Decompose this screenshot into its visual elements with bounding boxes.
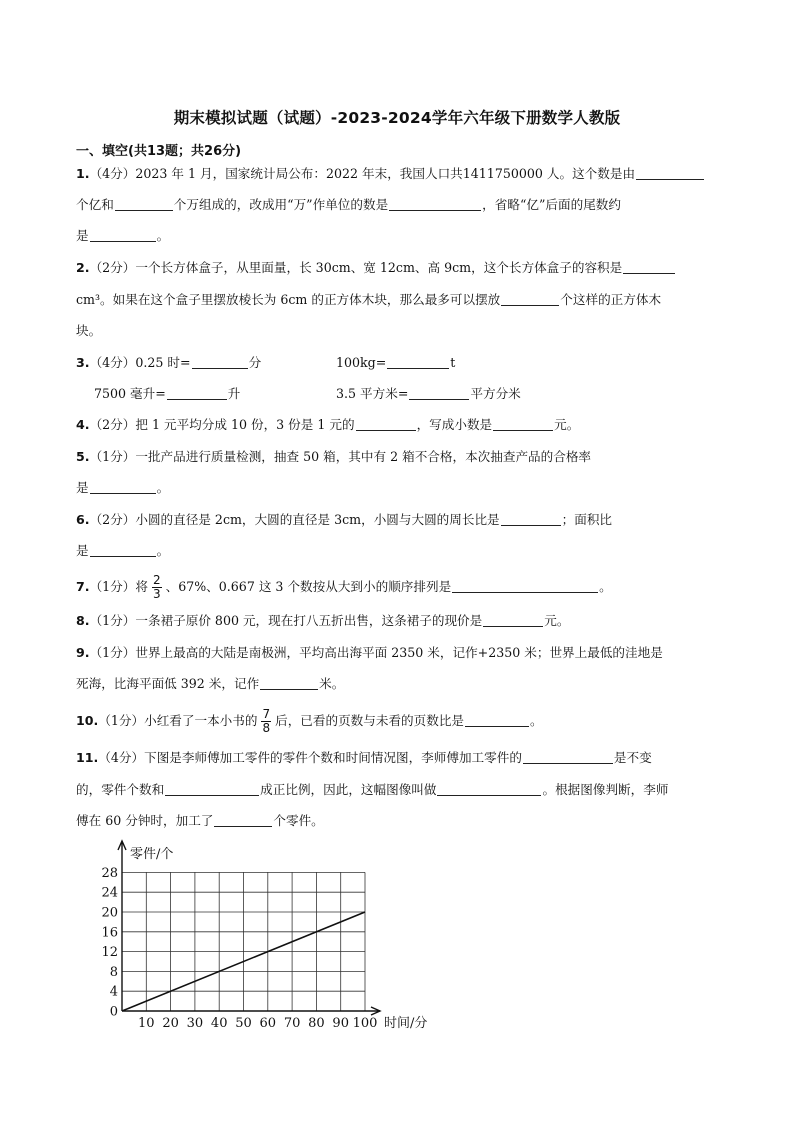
y-tick-label: 28 [101, 865, 118, 881]
q1-text-3a: 是 [76, 228, 89, 243]
q2-blank-2[interactable] [501, 291, 559, 306]
x-tick-label: 40 [210, 1016, 228, 1031]
q6-score: （2分） [89, 512, 136, 527]
q2-text-3: 块。 [76, 323, 102, 338]
q5-text-2b: 。 [156, 480, 170, 495]
q6-text-2a: 是 [76, 543, 89, 558]
q11-score: （4分） [98, 750, 145, 765]
q6-number: 6. [76, 512, 90, 527]
q3-blank-c[interactable] [167, 385, 227, 400]
q6-text-2b: 。 [156, 543, 170, 558]
q8-text-a: 一条裙子原价 800 元，现在打八五折出售，这条裙子的现价是 [135, 613, 483, 628]
q6-text-b: ；面积比 [561, 512, 613, 527]
q1-blank-3[interactable] [389, 196, 481, 211]
q11-line-2 [76, 780, 668, 800]
q10-line-1 [76, 707, 543, 735]
q3-text-a1: 0.25 时= [135, 355, 191, 370]
section-heading: 一、填空(共13题；共26分) [76, 144, 242, 159]
q3-text-c2: 升 [227, 386, 241, 401]
q5-text-2a: 是 [76, 480, 89, 495]
q3-number: 3. [76, 355, 90, 370]
q8-score: （1分） [89, 613, 136, 628]
y-tick-label: 12 [101, 945, 118, 961]
x-tick-label: 30 [186, 1016, 204, 1031]
q11-text-2c: 。根据图像判断，李师 [542, 782, 669, 797]
q11-text-2b: 成正比例，因此，这幅图像叫做 [260, 782, 437, 797]
q2-line-3 [76, 321, 101, 341]
q11-text-1b: 是不变 [613, 750, 652, 765]
q5-blank-1[interactable] [90, 479, 156, 494]
q2-line-1 [76, 258, 676, 278]
q1-text-1: 2023 年 1 月，国家统计局公布：2022 年末，我国人口共1411750000 人。这个数是由 [135, 166, 636, 181]
q1-text-2a: 个亿和 [76, 197, 114, 212]
q10-text-b: 后，已看的页数与未看的页数比是 [275, 713, 464, 728]
chart-grid [122, 872, 365, 1011]
q3-item-c [94, 384, 240, 404]
q4-text-a: 把 1 元平均分成 10 份，3 份是 1 元的 [135, 417, 355, 432]
q11-text-3b: 个零件。 [273, 813, 324, 828]
q2-text-2b: 个这样的正方体木 [560, 292, 662, 307]
chart-tick-labels [101, 866, 377, 1031]
q4-blank-2[interactable] [493, 416, 553, 431]
q3-blank-b[interactable] [387, 354, 449, 369]
q9-score: （1分） [89, 645, 136, 660]
x-tick-label: 70 [283, 1016, 301, 1031]
q8-text-b: 元。 [544, 613, 570, 628]
q7-text-a: 将 [135, 579, 148, 594]
q2-text-1: 一个长方体盒子，从里面量，长 30cm、宽 12cm、高 9cm，这个长方体盒子的容积是 [135, 260, 623, 275]
q1-blank-4[interactable] [90, 227, 156, 242]
q6-line-1 [76, 510, 612, 530]
q2-number: 2. [76, 260, 90, 275]
q8-line-1 [76, 611, 569, 631]
x-tick-label: 60 [259, 1016, 277, 1031]
q7-blank-1[interactable] [452, 578, 598, 593]
q5-line-2 [76, 478, 169, 498]
q1-text-2c: ，省略“亿”后面的尾数约 [482, 197, 621, 212]
q7-text-b: 、67%、0.667 这 3 个数按从大到小的顺序排列是 [165, 579, 452, 594]
q5-line-1 [76, 447, 591, 467]
q9-blank-1[interactable] [260, 675, 318, 690]
q1-number: 1. [76, 166, 90, 181]
q3-score: （4分） [89, 355, 136, 370]
q4-number: 4. [76, 417, 90, 432]
q9-line-1 [76, 643, 663, 663]
x-tick-label: 20 [162, 1016, 179, 1031]
q3-text-c1: 7500 毫升= [94, 386, 166, 401]
q11-blank-4[interactable] [214, 812, 272, 827]
x-tick-label: 50 [235, 1016, 252, 1031]
q1-line-1 [76, 164, 705, 184]
q6-blank-2[interactable] [90, 542, 156, 557]
y-tick-label: 4 [109, 984, 118, 1000]
q11-blank-3[interactable] [437, 781, 541, 796]
q1-line-3 [76, 226, 169, 246]
y-tick-label: 8 [109, 964, 118, 980]
x-tick-label: 80 [308, 1016, 325, 1031]
x-tick-label: 10 [138, 1016, 155, 1031]
q5-number: 5. [76, 449, 90, 464]
q10-fraction-numerator: 7 [262, 707, 271, 721]
y-tick-label: 0 [109, 1004, 118, 1020]
x-tick-label: 100 [352, 1016, 378, 1031]
q10-text-c: 。 [530, 713, 543, 728]
q11-blank-1[interactable] [523, 749, 613, 764]
q4-blank-1[interactable] [356, 416, 416, 431]
q7-number: 7. [76, 579, 90, 594]
q9-text-2a: 死海，比海平面低 392 米，记作 [76, 676, 260, 691]
q8-number: 8. [76, 613, 90, 628]
q1-line-2 [76, 195, 621, 215]
chart-x-axis-label: 时间/分 [384, 1016, 428, 1031]
q10-fraction-denominator: 8 [262, 721, 271, 735]
q11-line-3 [76, 811, 324, 831]
q10-text-a: 小红看了一本小书的 [144, 713, 258, 728]
q4-line-1 [76, 415, 579, 435]
q1-blank-1[interactable] [636, 165, 704, 180]
chart-y-axis-label: 零件/个 [130, 847, 174, 862]
q4-text-c: 元。 [554, 417, 580, 432]
q6-blank-1[interactable] [501, 511, 561, 526]
q2-text-2a: cm³。如果在这个盒子里摆放棱长为 6cm 的正方体木块，那么最多可以摆放 [76, 292, 501, 307]
q1-text-2b: 个万组成的，改成用“万”作单位的数是 [173, 197, 389, 212]
y-tick-label: 16 [101, 925, 118, 941]
q11-line-1 [76, 748, 652, 768]
q5-text-1: 一批产品进行质量检测，抽查 50 箱，其中有 2 箱不合格，本次抽查产品的合格率 [135, 449, 592, 464]
x-tick-label: 90 [332, 1016, 349, 1031]
parts-time-line-chart [100, 838, 460, 1038]
q9-text-1: 世界上最高的大陆是南极洲，平均高出海平面 2350 米，记作+2350 米；世界上最低的洼地是 [135, 645, 663, 660]
q7-text-c: 。 [599, 579, 612, 594]
q2-blank-1[interactable] [623, 259, 675, 274]
q4-text-b: ，写成小数是 [416, 417, 493, 432]
q4-score: （2分） [89, 417, 136, 432]
q10-blank-1[interactable] [465, 712, 529, 727]
q5-score: （1分） [89, 449, 136, 464]
q11-number: 11. [76, 750, 99, 765]
q1-text-3b: 。 [156, 228, 170, 243]
q2-line-2 [76, 290, 661, 310]
q10-number: 10. [76, 713, 99, 728]
q11-text-2a: 的，零件个数和 [76, 782, 165, 797]
q7-fraction-denominator: 3 [152, 587, 161, 601]
q3-item-b [336, 353, 455, 373]
q9-line-2 [76, 674, 344, 694]
q3-text-a2: 分 [248, 355, 262, 370]
q3-line-1 [76, 353, 261, 373]
q3-blank-a[interactable] [192, 354, 248, 369]
q11-blank-2[interactable] [165, 781, 259, 796]
q2-score: （2分） [89, 260, 136, 275]
q6-line-2 [76, 541, 169, 561]
q7-line-1 [76, 573, 612, 601]
q8-blank-1[interactable] [483, 612, 543, 627]
q10-fraction [261, 708, 271, 735]
q7-fraction [152, 574, 162, 601]
q6-text-a: 小圆的直径是 2cm，大圆的直径是 3cm，小圆与大圆的周长比是 [135, 512, 500, 527]
y-tick-label: 20 [101, 905, 118, 921]
q9-text-2b: 米。 [319, 676, 345, 691]
exam-title: 期末模拟试题（试题）-2023-2024学年六年级下册数学人教版 [173, 109, 621, 127]
q11-text-1a: 下图是李师傅加工零件的零件个数和时间情况图，李师傅加工零件的 [144, 750, 522, 765]
q3-text-d2: 平方分米 [470, 386, 521, 401]
q7-fraction-numerator: 2 [152, 573, 161, 587]
q3-text-d1: 3.5 平方米= [336, 386, 409, 401]
q1-score: （4分） [89, 166, 136, 181]
y-tick-label: 24 [101, 885, 118, 901]
q1-blank-2[interactable] [115, 196, 173, 211]
q3-item-d [336, 384, 521, 404]
q9-number: 9. [76, 645, 90, 660]
q3-text-b1: 100kg= [336, 355, 387, 370]
q3-text-b2: t [450, 355, 456, 370]
q10-score: （1分） [98, 713, 145, 728]
q7-score: （1分） [89, 579, 136, 594]
q11-text-3a: 傅在 60 分钟时，加工了 [76, 813, 214, 828]
q3-blank-d[interactable] [409, 385, 469, 400]
